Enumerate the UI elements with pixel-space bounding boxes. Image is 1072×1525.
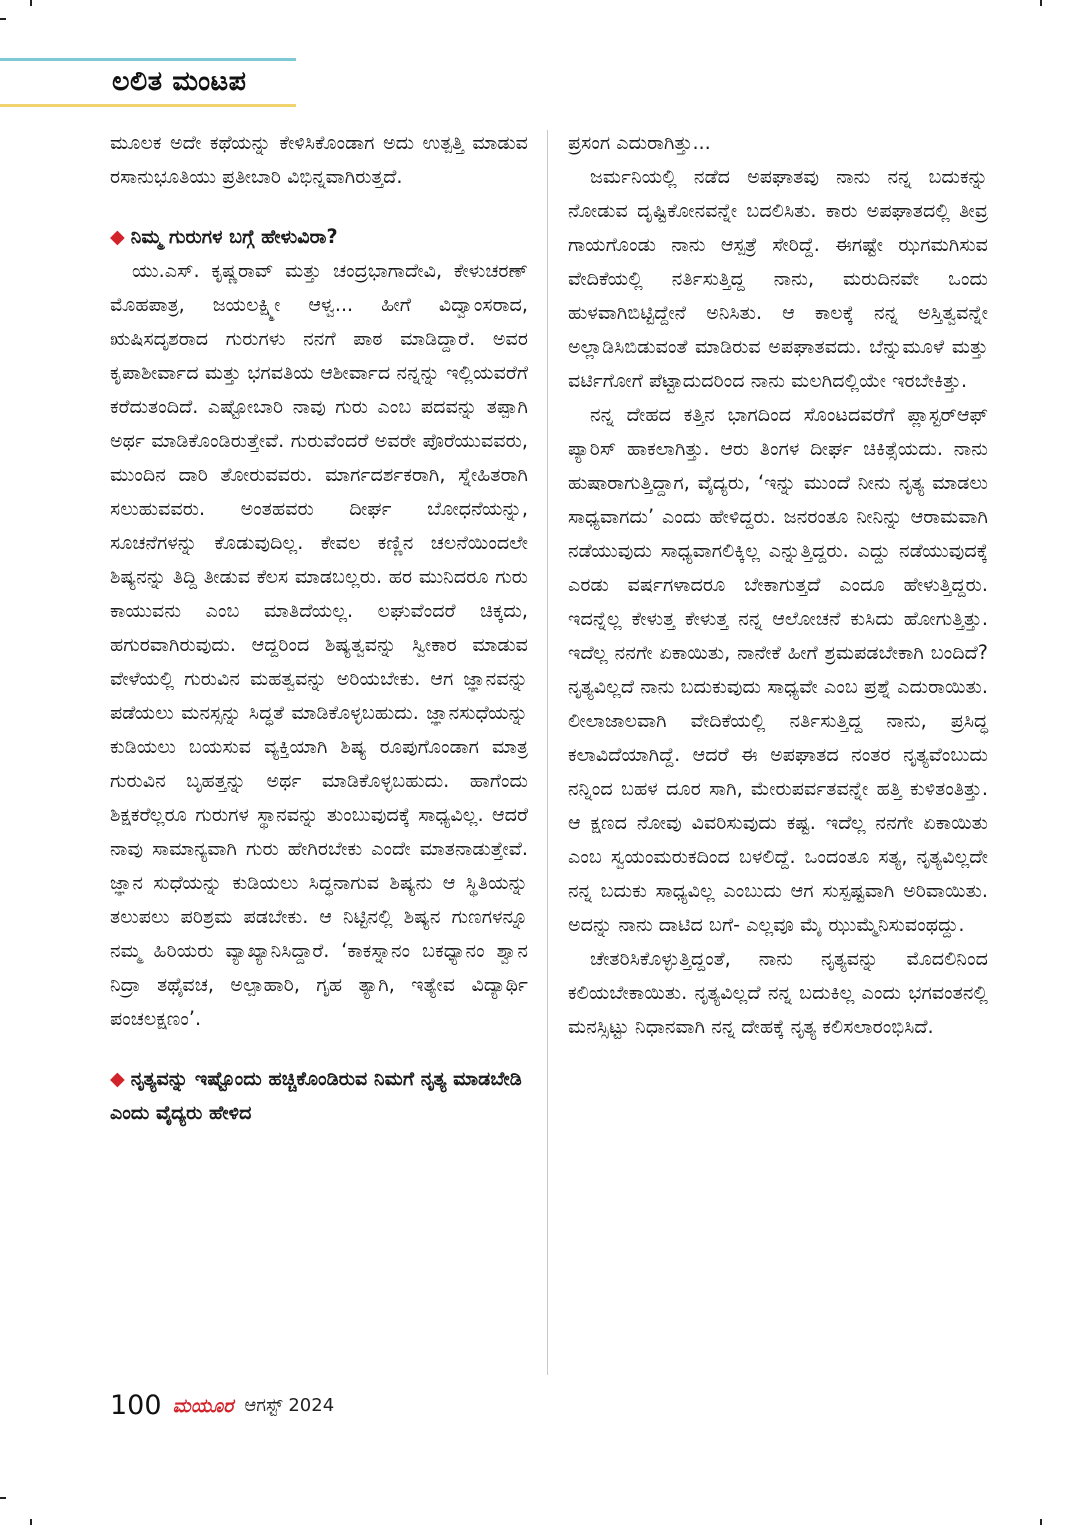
magazine-logo: ಮಯೂರ xyxy=(172,1394,234,1417)
section-header xyxy=(0,58,296,110)
question xyxy=(110,220,528,254)
paragraph: ಜರ್ಮನಿಯಲ್ಲಿ ನಡೆದ ಅಪಘಾತವು ನಾನು ನನ್ನ ಬದುಕನ್ನು ನೋಡುವ ದೃಷ್ಟಿಕೋನವನ್ನೇ ಬದಲಿಸಿತು. ಕಾರು ಅಪಘಾತದಲ್ಲಿ ತೀವ್ರ ಗಾಯಗೊಂಡು ನಾನು ಆಸ್ಪತ್ರೆ ಸೇರಿದ್ದೆ. ಈಗಷ್ಟೇ ಝಗಮಗಿಸುವ ವೇದಿಕೆಯಲ್ಲಿ ನರ್ತಿಸುತ್ತಿದ್ದ ನಾನು, ಮರುದಿನವೇ ಒಂದು ಹುಳವಾಗಿಬಿಟ್ಟಿದ್ದೇನೆ ಅನಿಸಿತು. ಆ ಕಾಲಕ್ಕೆ ನನ್ನ ಅಸ್ತಿತ್ವವನ್ನೇ ಅಲ್ಲಾಡಿಸಿಬಿಡುವಂತೆ ಮಾಡಿರುವ ಅಪಘಾತವದು. ಬೆನ್ನುಮೂಳೆ ಮತ್ತು ವರ್ಟಿಗೋಗೆ ಪೆಟ್ಟಾದುದರಿಂದ ನಾನು ಮಲಗಿದಲ್ಲಿಯೇ ಇರಬೇಕಿತ್ತು. xyxy=(568,165,988,392)
page-footer xyxy=(110,1390,334,1430)
section-title: ಲಲಿತ ಮಂಟಪ xyxy=(112,66,247,97)
paragraph: ಚೇತರಿಸಿಕೊಳ್ಳುತ್ತಿದ್ದಂತೆ, ನಾನು ನೃತ್ಯವನ್ನು ಮೊದಲಿನಿಂದ ಕಲಿಯಬೇಕಾಯಿತು. ನೃತ್ಯವಿಲ್ಲದೆ ನನ್ನ ಬದುಕಿಲ್ಲ ಎಂದು ಭಗವಂತನಲ್ಲಿ ಮನಸ್ಸಿಟ್ಟು ನಿಧಾನವಾಗಿ ನನ್ನ ದೇಹಕ್ಕೆ ನೃತ್ಯ ಕಲಿಸಲಾರಂಭಿಸಿದೆ. xyxy=(568,947,988,1038)
page-number: 100 xyxy=(110,1390,162,1421)
paragraph: ಮೂಲಕ ಅದೇ ಕಥೆಯನ್ನು ಕೇಳಿಸಿಕೊಂಡಾಗ ಅದು ಉತ್ಪತ್ತಿ ಮಾಡುವ ರಸಾನುಭೂತಿಯು ಪ್ರತೀಬಾರಿ ವಿಭಿನ್ನವಾಗಿರುತ್ತದೆ. xyxy=(110,131,528,188)
crop-mark xyxy=(1040,1519,1042,1525)
crop-mark xyxy=(1040,0,1042,6)
question-text: ನಿಮ್ಮ ಗುರುಗಳ ಬಗ್ಗೆ ಹೇಳುವಿರಾ? xyxy=(130,225,338,248)
diamond-bullet-icon: ◆ xyxy=(110,1067,125,1090)
crop-mark xyxy=(30,1519,32,1525)
question xyxy=(110,1062,528,1130)
diamond-bullet-icon: ◆ xyxy=(110,225,125,248)
right-column xyxy=(568,126,988,1044)
crop-mark xyxy=(30,0,32,6)
header-bottom-rule xyxy=(0,104,296,107)
paragraph: ನನ್ನ ದೇಹದ ಕತ್ತಿನ ಭಾಗದಿಂದ ಸೊಂಟದವರೆಗೆ ಪ್ಲಾಸ್ಟರ್‌ಆಫ್ ಪ್ಯಾರಿಸ್ ಹಾಕಲಾಗಿತ್ತು. ಆರು ತಿಂಗಳ ದೀರ್ಘ ಚಿಕಿತ್ಸೆಯದು. ನಾನು ಹುಷಾರಾಗುತ್ತಿದ್ದಾಗ, ವೈದ್ಯರು, ‘ಇನ್ನು ಮುಂದೆ ನೀನು ನೃತ್ಯ ಮಾಡಲು ಸಾಧ್ಯವಾಗದು’ ಎಂದು ಹೇಳಿದ್ದರು. ಜನರಂತೂ ನೀನಿನ್ನು ಆರಾಮವಾಗಿ ನಡೆಯುವುದು ಸಾಧ್ಯವಾಗಲಿಕ್ಕಿಲ್ಲ ಎನ್ನುತ್ತಿದ್ದರು. ಎದ್ದು ನಡೆಯುವುದಕ್ಕೆ ಎರಡು ವರ್ಷಗಳಾದರೂ ಬೇಕಾಗುತ್ತದೆ ಎಂದೂ ಹೇಳುತ್ತಿದ್ದರು. ಇದನ್ನೆಲ್ಲ ಕೇಳುತ್ತ ಕೇಳುತ್ತ ನನ್ನ ಆಲೋಚನೆ ಕುಸಿದು ಹೋಗುತ್ತಿತ್ತು. ಇದೆಲ್ಲ ನನಗೇ ಏಕಾಯಿತು, ನಾನೇಕೆ ಹೀಗೆ ಶ್ರಮಪಡಬೇಕಾಗಿ ಬಂದಿದೆ? ನೃತ್ಯವಿಲ್ಲದೆ ನಾನು ಬದುಕುವುದು ಸಾಧ್ಯವೇ ಎಂಬ ಪ್ರಶ್ನೆ ಎದುರಾಯಿತು. ಲೀಲಾಜಾಲವಾಗಿ ವೇದಿಕೆಯಲ್ಲಿ ನರ್ತಿಸುತ್ತಿದ್ದ ನಾನು, ಪ್ರಸಿದ್ಧ ಕಲಾವಿದೆಯಾಗಿದ್ದೆ. ಆದರೆ ಈ ಅಪಘಾತದ ನಂತರ ನೃತ್ಯವೆಂಬುದು ನನ್ನಿಂದ ಬಹಳ ದೂರ ಸಾಗಿ, ಮೇರುಪರ್ವತವನ್ನೇ ಹತ್ತಿ ಕುಳಿತಂತಿತ್ತು. ಆ ಕ್ಷಣದ ನೋವು ವಿವರಿಸುವುದು ಕಷ್ಟ. ಇದೆಲ್ಲ ನನಗೇ ಏಕಾಯಿತು ಎಂಬ ಸ್ವಯಂಮರುಕದಿಂದ ಬಳಲಿದ್ದೆ. ಒಂದಂತೂ ಸತ್ಯ, ನೃತ್ಯವಿಲ್ಲದೇ ನನ್ನ ಬದುಕು ಸಾಧ್ಯವಿಲ್ಲ ಎಂಬುದು ಆಗ ಸುಸ್ಪಷ್ಟವಾಗಿ ಅರಿವಾಯಿತು. ಅದನ್ನು ನಾನು ದಾಟಿದ ಬಗೆ- ಎಲ್ಲವೂ ಮೈ ಝುಮ್ಮೆನಿಸುವಂಥದ್ದು. xyxy=(568,403,988,936)
crop-mark xyxy=(0,18,6,20)
crop-mark xyxy=(0,1497,6,1499)
column-divider xyxy=(547,130,548,1375)
paragraph: ಯು.ಎಸ್. ಕೃಷ್ಣರಾವ್ ಮತ್ತು ಚಂದ್ರಭಾಗಾದೇವಿ, ಕೇಳುಚರಣ್ ಮೊಹಪಾತ್ರ, ಜಯಲಕ್ಷ್ಮೀ ಆಳ್ವ... ಹೀಗೆ ವಿದ್ವಾಂಸರಾದ, ಋಷಿಸದೃಶರಾದ ಗುರುಗಳು ನನಗೆ ಪಾಠ ಮಾಡಿದ್ದಾರೆ. ಅವರ ಕೃಪಾಶೀರ್ವಾದ ಮತ್ತು ಭಗವತಿಯ ಆಶೀರ್ವಾದ ನನ್ನನ್ನು ಇಲ್ಲಿಯವರೆಗೆ ಕರೆದುತಂದಿದೆ. ಎಷ್ಟೋಬಾರಿ ನಾವು ಗುರು ಎಂಬ ಪದವನ್ನು ತಪ್ಪಾಗಿ ಅರ್ಥ ಮಾಡಿಕೊಂಡಿರುತ್ತೇವೆ. ಗುರುವೆಂದರೆ ಅವರೇ ಪೊರೆಯುವವರು, ಮುಂದಿನ ದಾರಿ ತೋರುವವರು. ಮಾರ್ಗದರ್ಶಕರಾಗಿ, ಸ್ನೇಹಿತರಾಗಿ ಸಲುಹುವವರು. ಅಂತಹವರು ದೀರ್ಘ ಬೋಧನೆಯನ್ನು, ಸೂಚನೆಗಳನ್ನು ಕೊಡುವುದಿಲ್ಲ. ಕೇವಲ ಕಣ್ಣಿನ ಚಲನೆಯಿಂದಲೇ ಶಿಷ್ಯನನ್ನು ತಿದ್ದಿ ತೀಡುವ ಕೆಲಸ ಮಾಡಬಲ್ಲರು. ಹರ ಮುನಿದರೂ ಗುರು ಕಾಯುವನು ಎಂಬ ಮಾತಿದೆಯಲ್ಲ. ಲಘುವೆಂದರೆ ಚಿಕ್ಕದು, ಹಗುರವಾಗಿರುವುದು. ಆದ್ದರಿಂದ ಶಿಷ್ಯತ್ವವನ್ನು ಸ್ವೀಕಾರ ಮಾಡುವ ವೇಳೆಯಲ್ಲಿ ಗುರುವಿನ ಮಹತ್ವವನ್ನು ಅರಿಯಬೇಕು. ಆಗ ಜ್ಞಾನವನ್ನು ಪಡೆಯಲು ಮನಸ್ಸನ್ನು ಸಿದ್ಧತೆ ಮಾಡಿಕೊಳ್ಳಬಹುದು. ಜ್ಞಾನಸುಧೆಯನ್ನು ಕುಡಿಯಲು ಬಯಸುವ ವ್ಯಕ್ತಿಯಾಗಿ ಶಿಷ್ಯ ರೂಪುಗೊಂಡಾಗ ಮಾತ್ರ ಗುರುವಿನ ಬೃಹತ್ತನ್ನು ಅರ್ಥ ಮಾಡಿಕೊಳ್ಳಬಹುದು. ಹಾಗೆಂದು ಶಿಕ್ಷಕರೆಲ್ಲರೂ ಗುರುಗಳ ಸ್ಥಾನವನ್ನು ತುಂಬುವುದಕ್ಕೆ ಸಾಧ್ಯವಿಲ್ಲ. ಆದರೆ ನಾವು ಸಾಮಾನ್ಯವಾಗಿ ಗುರು ಹೇಗಿರಬೇಕು ಎಂದೇ ಮಾತನಾಡುತ್ತೇವೆ. ಜ್ಞಾನ ಸುಧೆಯನ್ನು ಕುಡಿಯಲು ಸಿದ್ಧನಾಗುವ ಶಿಷ್ಯನು ಆ ಸ್ಥಿತಿಯನ್ನು ತಲುಪಲು ಪರಿಶ್ರಮ ಪಡಬೇಕು. ಆ ನಿಟ್ಟಿನಲ್ಲಿ ಶಿಷ್ಯನ ಗುಣಗಳನ್ನೂ ನಮ್ಮ ಹಿರಿಯರು ವ್ಯಾಖ್ಯಾನಿಸಿದ್ದಾರೆ. ‘ಕಾಕಸ್ನಾನಂ ಬಕಧ್ಯಾನಂ ಶ್ವಾನ ನಿದ್ರಾ ತಥೈವಚ, ಅಲ್ಪಾಹಾರಿ, ಗೃಹ ತ್ಯಾಗಿ, ಇತ್ಯೇವ ವಿದ್ಯಾರ್ಥಿ ಪಂಚಲಕ್ಷಣಂ’. xyxy=(110,259,528,1030)
issue-date: ಆಗಸ್ಟ್ 2024 xyxy=(244,1395,335,1416)
question-text: ನೃತ್ಯವನ್ನು ಇಷ್ಟೊಂದು ಹಚ್ಚಿಕೊಂಡಿರುವ ನಿಮಗೆ ನೃತ್ಯ ಮಾಡಬೇಡಿ ಎಂದು ವೈದ್ಯರು ಹೇಳಿದ xyxy=(110,1067,522,1124)
left-column xyxy=(110,126,528,1130)
paragraph: ಪ್ರಸಂಗ ಎದುರಾಗಿತ್ತು... xyxy=(568,131,711,154)
header-top-rule xyxy=(0,58,296,61)
